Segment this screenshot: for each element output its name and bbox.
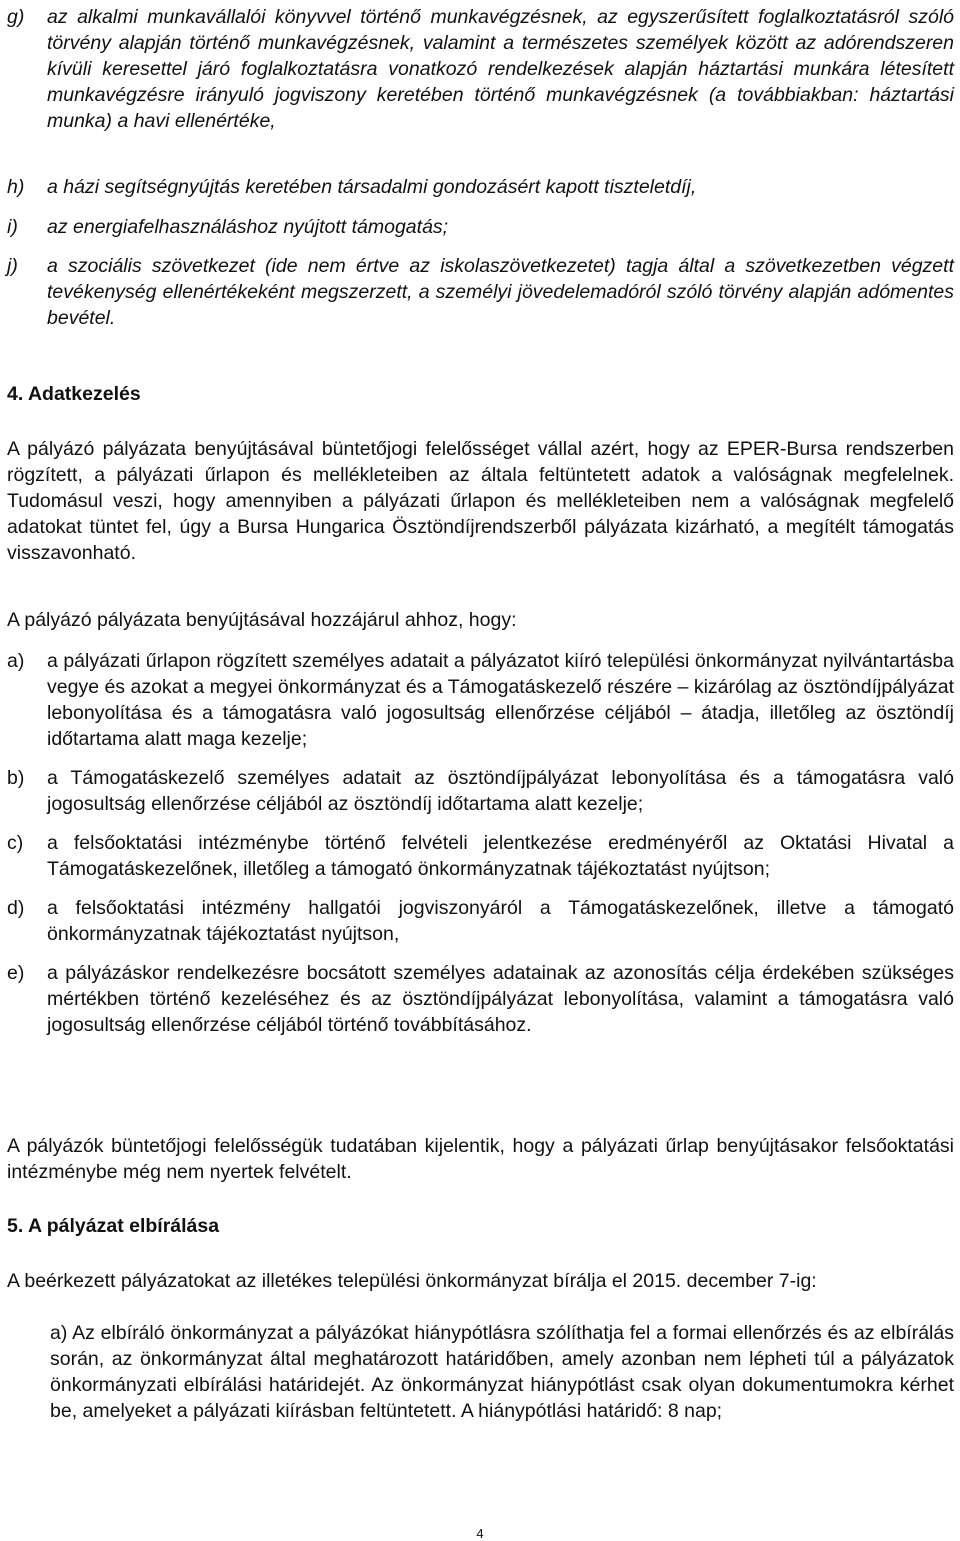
section-4-paragraph-2: A pályázó pályázata benyújtásával hozzájárul ahhoz, hogy: (7, 609, 517, 631)
consent-list (7, 648, 954, 1038)
list-item-label: e) (7, 962, 25, 984)
section-5-heading: 5. A pályázat elbírálása (7, 1215, 220, 1237)
list-item-text: a pályázáskor rendelkezésre bocsátott személyes adatainak az azonosítás célja érdekében szükséges mértékben történő kezeléséhez és az ösztöndíjpályázat lebonyolítása, valamint a támogatásra való jogosultság ellenőrzése céljából történő továbbításához. (47, 962, 954, 1036)
list-item-text: a felsőoktatási intézménybe történő felvételi jelentkezése eredményéről az Oktatási Hivatal a Támogatáskezelőnek, illetőleg a támogató önkormányzatnak tájékoztatást nyújtson; (47, 832, 954, 880)
list-item-label: b) (7, 767, 25, 789)
list-item-text: a Támogatáskezelő személyes adatait az ösztöndíjpályázat lebonyolítása és a támogatásra való jogosultság ellenőrzése céljából az ösztöndíj időtartama alatt kezelje; (47, 767, 954, 815)
income-exclusion-list (7, 4, 954, 329)
list-item-i (7, 214, 954, 240)
section-4-paragraph-3: A pályázók büntetőjogi felelősségük tudatában kijelentik, hogy a pályázati űrlap benyújtásakor felsőoktatási intézménybe még nem nyertek felvételt. (7, 1135, 954, 1183)
list-item-text: az energiafelhasználáshoz nyújtott támogatás; (47, 216, 449, 238)
list-item-g (7, 4, 954, 160)
list-item-label: i) (7, 216, 18, 238)
list-item-label: d) (7, 897, 25, 919)
list-item-label: g) (7, 6, 25, 28)
list-item-label: h) (7, 176, 25, 198)
list-item-text: az alkalmi munkavállalói könyvvel történő munkavégzésnek, az egyszerűsített foglalkoztatásról szóló törvény alapján történő munkavégzésnek, valamint a természetes személyek között az adórendszeren kívüli keresettel járó foglalkoztatásra vonatkozó rendelkezések alapján háztartási munkára létesített munkavégzésre irányuló jogviszony keretében történő munkavégzésnek (a továbbiakban: háztartási munka) a havi ellenértéke, (47, 6, 954, 132)
list-item-label: j) (7, 255, 18, 277)
list-item-j (7, 253, 954, 331)
list-item-c (7, 830, 954, 882)
list-item-text: a felsőoktatási intézmény hallgatói jogviszonyáról a Támogatáskezelőnek, illetve a támogató önkormányzatnak tájékoztatást nyújtson, (47, 897, 954, 945)
list-item-text: a pályázati űrlapon rögzített személyes adatait a pályázatot kiíró települési önkormányzat nyilvántartásba vegye és azokat a megyei önkormányzat és a Támogatáskezelő részére – kizárólag az ösztöndíjpályázat lebonyolítása és a támogatásra való jogosultság ellenőrzése céljából – átadja, illetőleg az ösztöndíj időtartama alatt maga kezelje; (47, 650, 954, 750)
list-item-label: c) (7, 832, 24, 854)
list-item-a (7, 648, 954, 752)
list-item-label: a) (7, 650, 25, 672)
section-5-item-a: a) Az elbíráló önkormányzat a pályázókat hiánypótlásra szólíthatja fel a formai ellenőrzés és az elbírálás során, az önkormányzat által meghatározott határidőben, amely azonban nem lépheti túl a pályázatok önkormányzati elbírálási határidejét. Az önkormányzat hiánypótlást csak olyan dokumentumokra kérhet be, amelyeket a pályázati kiírásban feltüntetett. A hiánypótlási határidő: 8 nap; (50, 1322, 954, 1422)
section-4-heading: 4. Adatkezelés (7, 383, 141, 405)
list-item-text: a szociális szövetkezet (ide nem értve az iskolaszövetkezetet) tagja által a szövetkezetben végzett tevékenység ellenértékeként megszerzett, a személyi jövedelemadóról szóló törvény alapján adómentes bevétel. (47, 255, 954, 329)
list-item-text: a házi segítségnyújtás keretében társadalmi gondozásért kapott tiszteletdíj, (47, 176, 697, 198)
list-item-e (7, 960, 954, 1038)
section-4-paragraph-1: A pályázó pályázata benyújtásával büntetőjogi felelősséget vállal azért, hogy az EPER-Bursa rendszerben rögzített, a pályázati űrlapon és mellékleteiben az általa feltüntetett adatok a valóságnak megfelelnek. Tudomásul veszi, hogy amennyiben a pályázati űrlapon és mellékleteiben nem a valóságnak megfelelő adatokat tüntet fel, úgy a Bursa Hungarica Ösztöndíjrendszerből pályázata kizárható, a megítélt támogatás visszavonható. (7, 438, 954, 564)
list-item-h (7, 174, 954, 200)
list-item-d (7, 895, 954, 947)
section-5-paragraph-1: A beérkezett pályázatokat az illetékes települési önkormányzat bírálja el 2015. december 7-ig: (7, 1270, 817, 1292)
list-item-b (7, 765, 954, 817)
page-number: 4 (476, 1526, 484, 1541)
